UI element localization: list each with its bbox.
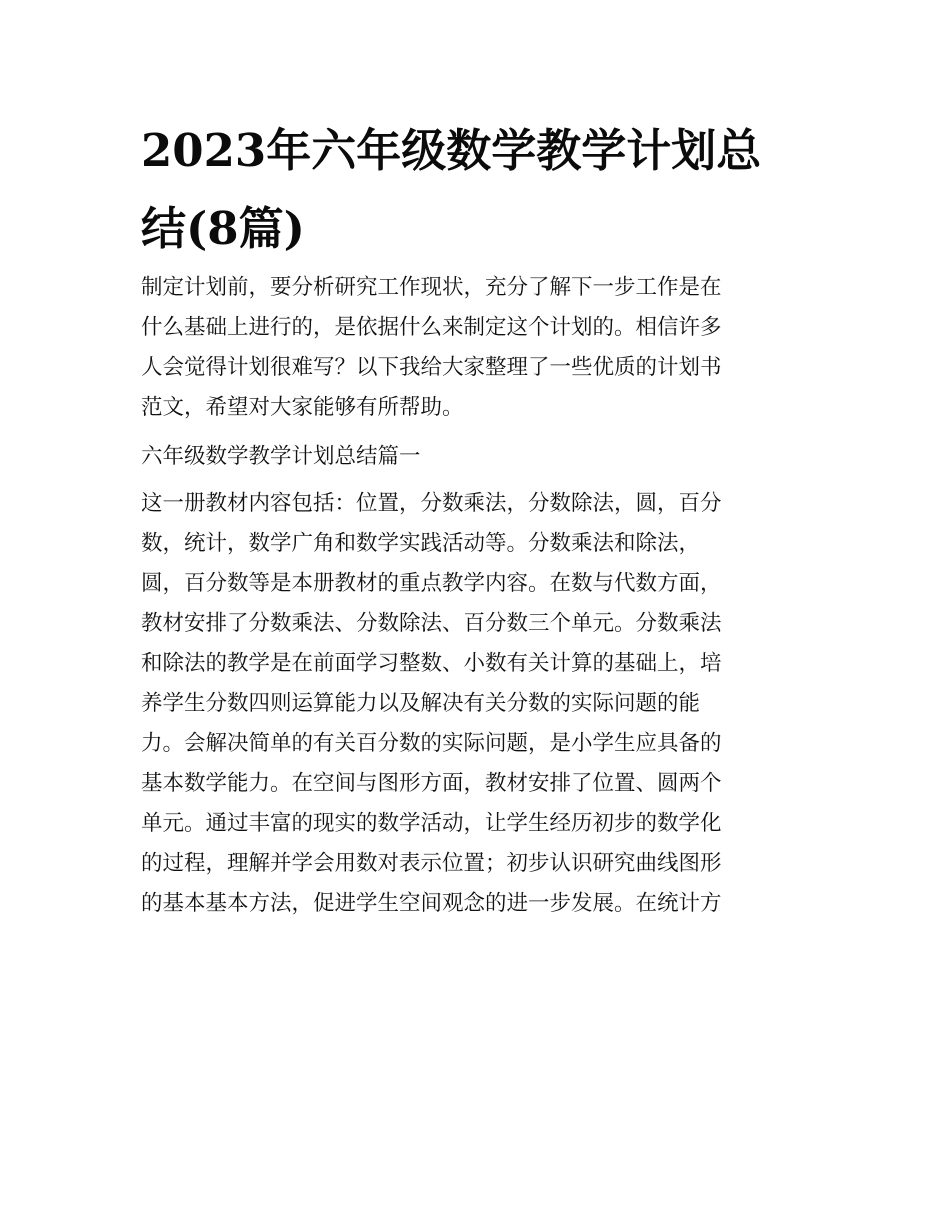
body-line: 的基本基本方法，促进学生空间观念的进一步发展。在统计方 [141,891,722,916]
intro-line: 范文，希望对大家能够有所帮助。 [141,395,464,420]
intro-line: 制定计划前，要分析研究工作现状，充分了解下一步工作是在 [141,275,722,300]
body-line: 和除法的教学是在前面学习整数、小数有关计算的基础上，培 [141,651,722,676]
body-paragraph [141,484,813,924]
section-heading: 六年级数学教学计划总结篇一 [141,444,421,469]
body-line: 养学生分数四则运算能力以及解决有关分数的实际问题的能 [141,691,701,716]
body-line: 单元。通过丰富的现实的数学活动，让学生经历初步的数学化 [141,811,722,836]
intro-paragraph [141,268,813,428]
body-line: 的过程，理解并学会用数对表示位置；初步认识研究曲线图形 [141,851,722,876]
intro-line: 什么基础上进行的，是依据什么来制定这个计划的。相信许多 [141,315,722,340]
body-line: 数，统计，数学广角和数学实践活动等。分数乘法和除法， [141,531,701,556]
body-line: 力。会解决简单的有关百分数的实际问题，是小学生应具备的 [141,731,722,756]
body-line: 这一册教材内容包括：位置，分数乘法，分数除法，圆，百分 [141,491,722,516]
title-line: 结(8篇) [141,202,305,255]
document-title [141,112,813,268]
body-line: 基本数学能力。在空间与图形方面，教材安排了位置、圆两个 [141,771,722,796]
title-line: 2023年六年级数学教学计划总 [141,124,762,177]
body-line: 圆，百分数等是本册教材的重点教学内容。在数与代数方面， [141,571,722,596]
intro-line: 人会觉得计划很难写？以下我给大家整理了一些优质的计划书 [141,355,722,380]
body-line: 教材安排了分数乘法、分数除法、百分数三个单元。分数乘法 [141,611,722,636]
document-page [141,112,813,924]
